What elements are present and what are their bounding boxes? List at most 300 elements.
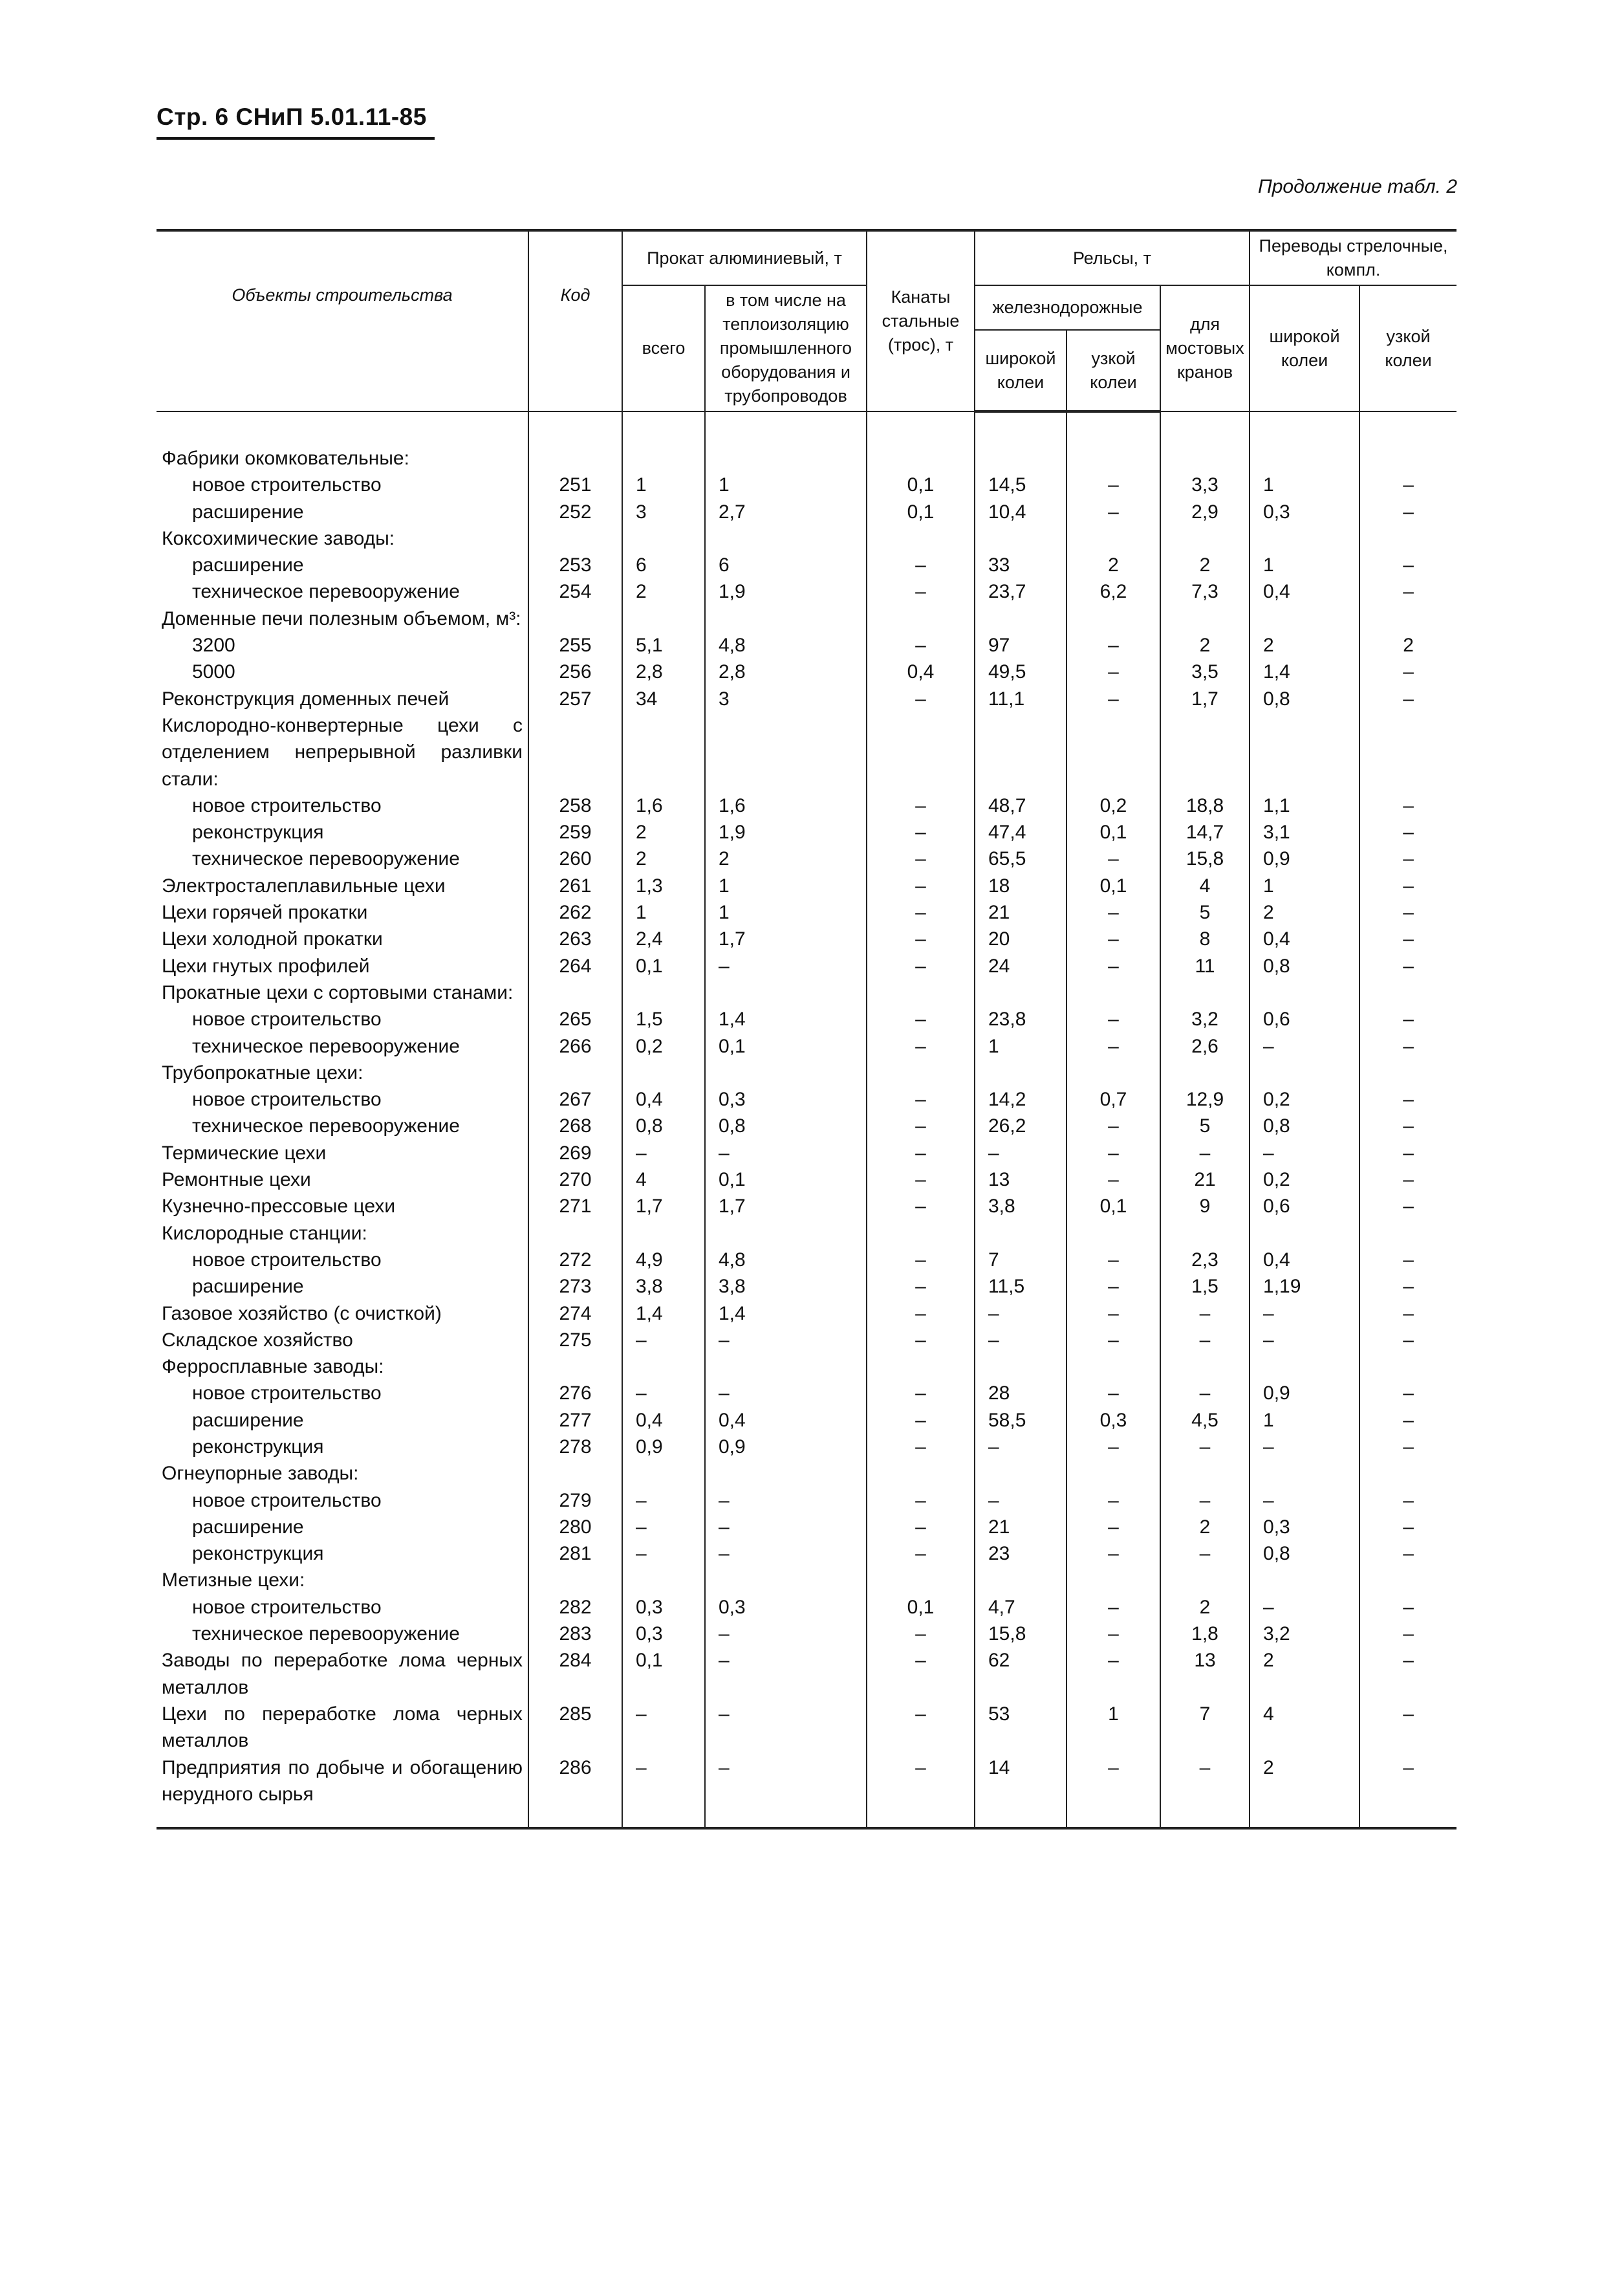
- rails-crane-cell: –: [1160, 1540, 1250, 1567]
- rails-narrow-cell: 0,7: [1066, 1086, 1160, 1113]
- aluminum-total-cell: [622, 1060, 705, 1086]
- row-code: 265: [528, 1006, 622, 1032]
- row-code: 270: [528, 1166, 622, 1193]
- switches-narrow-cell: [1359, 525, 1456, 552]
- aluminum-total-cell: –: [622, 1754, 705, 1829]
- table-row: [157, 1006, 1456, 1032]
- aluminum-total-cell: 1: [622, 899, 705, 926]
- switches-wide-cell: [1250, 1567, 1359, 1593]
- switches-narrow-cell: –: [1359, 1514, 1456, 1540]
- rails-wide-cell: 15,8: [975, 1621, 1066, 1647]
- table-row: [157, 1273, 1456, 1300]
- row-code: [528, 445, 622, 472]
- ropes-cell: –: [867, 1701, 975, 1754]
- header-rails: Рельсы, т: [975, 230, 1250, 285]
- rails-crane-cell: [1160, 606, 1250, 632]
- rails-crane-cell: [1160, 1567, 1250, 1593]
- row-code: [528, 1060, 622, 1086]
- rails-crane-cell: 2: [1160, 1594, 1250, 1621]
- rails-crane-cell: 2,9: [1160, 499, 1250, 525]
- aluminum-insulation-cell: [705, 1220, 867, 1247]
- switches-wide-cell: 0,6: [1250, 1193, 1359, 1219]
- switches-narrow-cell: –: [1359, 1006, 1456, 1032]
- row-object-name: реконструкция: [192, 822, 324, 844]
- ropes-cell: [867, 712, 975, 792]
- ropes-cell: –: [867, 792, 975, 819]
- header-rule: [157, 137, 435, 140]
- switches-narrow-cell: –: [1359, 1140, 1456, 1166]
- row-code: 273: [528, 1273, 622, 1300]
- row-object-name: Фабрики окомковательные:: [162, 448, 409, 469]
- switches-narrow-cell: –: [1359, 1193, 1456, 1219]
- table-row: [157, 659, 1456, 685]
- rails-crane-cell: [1160, 1353, 1250, 1380]
- rails-narrow-cell: [1066, 525, 1160, 552]
- ropes-cell: –: [867, 926, 975, 952]
- row-code: [528, 606, 622, 632]
- switches-narrow-cell: –: [1359, 846, 1456, 872]
- rails-narrow-cell: 0,3: [1066, 1407, 1160, 1434]
- ropes-cell: [867, 606, 975, 632]
- switches-wide-cell: –: [1250, 1487, 1359, 1514]
- rails-crane-cell: [1160, 712, 1250, 792]
- table-row: [157, 1487, 1456, 1514]
- row-object-name: расширение: [192, 1516, 304, 1538]
- row-object-name: техническое перевооружение: [192, 1115, 460, 1137]
- switches-wide-cell: 3,2: [1250, 1621, 1359, 1647]
- rails-narrow-cell: –: [1066, 1273, 1160, 1300]
- switches-narrow-cell: [1359, 712, 1456, 792]
- ropes-cell: –: [867, 1621, 975, 1647]
- ropes-cell: 0,1: [867, 1594, 975, 1621]
- aluminum-total-cell: 6: [622, 552, 705, 578]
- rails-narrow-cell: –: [1066, 1540, 1160, 1567]
- rails-wide-cell: 21: [975, 1514, 1066, 1540]
- switches-narrow-cell: –: [1359, 792, 1456, 819]
- switches-narrow-cell: –: [1359, 953, 1456, 979]
- row-code: [528, 1220, 622, 1247]
- aluminum-total-cell: –: [622, 1380, 705, 1406]
- rails-narrow-cell: –: [1066, 1754, 1160, 1829]
- rails-wide-cell: 1: [975, 1033, 1066, 1060]
- rails-wide-cell: 97: [975, 632, 1066, 659]
- aluminum-insulation-cell: 1: [705, 873, 867, 899]
- ropes-cell: [867, 445, 975, 472]
- switches-wide-cell: 0,8: [1250, 953, 1359, 979]
- header-rails-narrow: узкой колеи: [1066, 330, 1160, 411]
- aluminum-total-cell: 0,2: [622, 1033, 705, 1060]
- rails-wide-cell: 28: [975, 1380, 1066, 1406]
- table-row: [157, 1247, 1456, 1273]
- rails-narrow-cell: [1066, 979, 1160, 1006]
- row-object-name: Электросталеплавильные цехи: [162, 875, 446, 897]
- row-code: 280: [528, 1514, 622, 1540]
- ropes-cell: –: [867, 1514, 975, 1540]
- rails-wide-cell: [975, 1567, 1066, 1593]
- ropes-cell: –: [867, 552, 975, 578]
- row-object-name: реконструкция: [192, 1436, 324, 1458]
- table-row: [157, 792, 1456, 819]
- aluminum-total-cell: [622, 525, 705, 552]
- row-object-name: Огнеупорные заводы:: [162, 1463, 359, 1485]
- switches-narrow-cell: –: [1359, 1086, 1456, 1113]
- row-code: 253: [528, 552, 622, 578]
- row-object-name: Кислородные станции:: [162, 1222, 367, 1244]
- row-code: 281: [528, 1540, 622, 1567]
- ropes-cell: –: [867, 1166, 975, 1193]
- switches-narrow-cell: –: [1359, 926, 1456, 952]
- aluminum-total-cell: [622, 1567, 705, 1593]
- aluminum-total-cell: 1,6: [622, 792, 705, 819]
- switches-wide-cell: [1250, 712, 1359, 792]
- switches-wide-cell: [1250, 1220, 1359, 1247]
- ropes-cell: [867, 1567, 975, 1593]
- row-object-name: Доменные печи полезным объемом, м³:: [162, 607, 521, 629]
- switches-narrow-cell: [1359, 1353, 1456, 1380]
- rails-narrow-cell: [1066, 606, 1160, 632]
- switches-wide-cell: –: [1250, 1594, 1359, 1621]
- rails-narrow-cell: [1066, 1220, 1160, 1247]
- row-object-name: Складское хозяйство: [162, 1329, 353, 1351]
- header-switches: Переводы стрелочные, компл.: [1250, 230, 1456, 285]
- ropes-cell: [867, 1220, 975, 1247]
- aluminum-insulation-cell: 6: [705, 552, 867, 578]
- row-code: 285: [528, 1701, 622, 1754]
- switches-narrow-cell: –: [1359, 578, 1456, 605]
- rails-wide-cell: [975, 445, 1066, 472]
- header-code: Код: [528, 230, 622, 411]
- row-object-name: техническое перевооружение: [192, 1623, 460, 1645]
- row-code: 266: [528, 1033, 622, 1060]
- rails-wide-cell: 33: [975, 552, 1066, 578]
- aluminum-total-cell: [622, 1460, 705, 1487]
- table-row: [157, 846, 1456, 872]
- row-object-name: Цехи горячей прокатки: [162, 902, 368, 924]
- table-row: [157, 606, 1456, 632]
- rails-crane-cell: 3,3: [1160, 472, 1250, 498]
- switches-narrow-cell: [1359, 979, 1456, 1006]
- switches-wide-cell: 1: [1250, 552, 1359, 578]
- table-row: [157, 1140, 1456, 1166]
- rails-crane-cell: –: [1160, 1434, 1250, 1460]
- ropes-cell: –: [867, 819, 975, 846]
- rails-narrow-cell: –: [1066, 1487, 1160, 1514]
- ropes-cell: –: [867, 1300, 975, 1327]
- ropes-cell: –: [867, 899, 975, 926]
- rails-crane-cell: –: [1160, 1140, 1250, 1166]
- table-row: [157, 686, 1456, 712]
- rails-narrow-cell: [1066, 445, 1160, 472]
- rails-wide-cell: 20: [975, 926, 1066, 952]
- row-code: 277: [528, 1407, 622, 1434]
- switches-wide-cell: 1,1: [1250, 792, 1359, 819]
- aluminum-insulation-cell: –: [705, 1621, 867, 1647]
- aluminum-insulation-cell: –: [705, 1487, 867, 1514]
- table-row: [157, 1113, 1456, 1139]
- rails-wide-cell: 48,7: [975, 792, 1066, 819]
- ropes-cell: –: [867, 1193, 975, 1219]
- rails-wide-cell: –: [975, 1487, 1066, 1514]
- row-code: 274: [528, 1300, 622, 1327]
- table-row: [157, 1514, 1456, 1540]
- aluminum-total-cell: 1: [622, 472, 705, 498]
- aluminum-insulation-cell: –: [705, 1754, 867, 1829]
- row-object-name: Кислородно-конвертерные цехи с отделением непрерывной разливки стали:: [162, 714, 523, 790]
- header-rails-wide: широкой колеи: [975, 330, 1066, 411]
- switches-narrow-cell: –: [1359, 1273, 1456, 1300]
- aluminum-total-cell: 0,3: [622, 1594, 705, 1621]
- aluminum-total-cell: 2: [622, 846, 705, 872]
- row-object-name: расширение: [192, 501, 304, 523]
- switches-narrow-cell: [1359, 445, 1456, 472]
- table-row: [157, 1086, 1456, 1113]
- table-row: [157, 1594, 1456, 1621]
- aluminum-total-cell: 2: [622, 819, 705, 846]
- rails-narrow-cell: [1066, 1060, 1160, 1086]
- aluminum-insulation-cell: –: [705, 1701, 867, 1754]
- aluminum-total-cell: 1,3: [622, 873, 705, 899]
- rails-crane-cell: 7: [1160, 1701, 1250, 1754]
- aluminum-insulation-cell: [705, 1353, 867, 1380]
- rails-crane-cell: –: [1160, 1754, 1250, 1829]
- switches-wide-cell: [1250, 979, 1359, 1006]
- switches-wide-cell: 0,9: [1250, 846, 1359, 872]
- page-title: Стр. 6 СНиП 5.01.11-85: [157, 104, 427, 130]
- row-object-name: Цехи по переработке лома черных металлов: [162, 1703, 523, 1752]
- rails-narrow-cell: –: [1066, 472, 1160, 498]
- switches-narrow-cell: –: [1359, 1327, 1456, 1353]
- table-row: [157, 632, 1456, 659]
- table-row: [157, 472, 1456, 498]
- aluminum-total-cell: 3: [622, 499, 705, 525]
- table-row: [157, 445, 1456, 472]
- ropes-cell: 0,4: [867, 659, 975, 685]
- switches-wide-cell: –: [1250, 1300, 1359, 1327]
- switches-wide-cell: 0,8: [1250, 1113, 1359, 1139]
- switches-narrow-cell: [1359, 606, 1456, 632]
- table-row: [157, 979, 1456, 1006]
- rails-wide-cell: 11,1: [975, 686, 1066, 712]
- rails-crane-cell: [1160, 979, 1250, 1006]
- rails-crane-cell: 3,5: [1160, 659, 1250, 685]
- header-switches-wide: широкой колеи: [1250, 285, 1359, 411]
- rails-narrow-cell: –: [1066, 953, 1160, 979]
- ropes-cell: –: [867, 1273, 975, 1300]
- rails-wide-cell: [975, 1220, 1066, 1247]
- switches-wide-cell: 2: [1250, 1647, 1359, 1701]
- aluminum-insulation-cell: 2,8: [705, 659, 867, 685]
- switches-wide-cell: 0,4: [1250, 1247, 1359, 1273]
- rails-wide-cell: 14,5: [975, 472, 1066, 498]
- rails-wide-cell: 18: [975, 873, 1066, 899]
- switches-narrow-cell: –: [1359, 819, 1456, 846]
- row-object-name: Метизные цехи:: [162, 1569, 305, 1591]
- aluminum-total-cell: 0,3: [622, 1621, 705, 1647]
- table-row: [157, 1220, 1456, 1247]
- rails-narrow-cell: 0,1: [1066, 819, 1160, 846]
- switches-wide-cell: 2: [1250, 1754, 1359, 1829]
- rails-crane-cell: 7,3: [1160, 578, 1250, 605]
- aluminum-insulation-cell: 0,8: [705, 1113, 867, 1139]
- rails-crane-cell: –: [1160, 1300, 1250, 1327]
- switches-wide-cell: 0,8: [1250, 686, 1359, 712]
- table-body: [157, 411, 1456, 1828]
- switches-narrow-cell: 2: [1359, 632, 1456, 659]
- rails-crane-cell: 5: [1160, 899, 1250, 926]
- switches-wide-cell: 1: [1250, 873, 1359, 899]
- ropes-cell: –: [867, 1033, 975, 1060]
- aluminum-total-cell: 34: [622, 686, 705, 712]
- switches-narrow-cell: –: [1359, 873, 1456, 899]
- table-spacer-row: [157, 411, 1456, 445]
- table-row: [157, 1460, 1456, 1487]
- aluminum-total-cell: 0,1: [622, 953, 705, 979]
- row-object-name: новое строительство: [192, 1009, 382, 1031]
- row-object-name: Предприятия по добыче и обогащению нерудного сырья: [157, 1754, 528, 1829]
- aluminum-insulation-cell: 1: [705, 472, 867, 498]
- rails-crane-cell: 2: [1160, 552, 1250, 578]
- aluminum-total-cell: 0,4: [622, 1086, 705, 1113]
- aluminum-insulation-cell: [705, 979, 867, 1006]
- table-row: [157, 1380, 1456, 1406]
- switches-wide-cell: 0,4: [1250, 926, 1359, 952]
- switches-narrow-cell: –: [1359, 1300, 1456, 1327]
- switches-narrow-cell: –: [1359, 899, 1456, 926]
- row-code: 260: [528, 846, 622, 872]
- switches-narrow-cell: –: [1359, 659, 1456, 685]
- aluminum-insulation-cell: 0,3: [705, 1594, 867, 1621]
- aluminum-insulation-cell: 2,7: [705, 499, 867, 525]
- aluminum-insulation-cell: –: [705, 1327, 867, 1353]
- row-code: [528, 1353, 622, 1380]
- rails-narrow-cell: 6,2: [1066, 578, 1160, 605]
- switches-narrow-cell: –: [1359, 1621, 1456, 1647]
- row-object-name: 3200: [192, 635, 235, 657]
- rails-wide-cell: 23,7: [975, 578, 1066, 605]
- aluminum-total-cell: 2,4: [622, 926, 705, 952]
- aluminum-total-cell: –: [622, 1514, 705, 1540]
- switches-wide-cell: 2: [1250, 899, 1359, 926]
- rails-narrow-cell: 2: [1066, 552, 1160, 578]
- rails-crane-cell: 9: [1160, 1193, 1250, 1219]
- rails-crane-cell: 4: [1160, 873, 1250, 899]
- switches-narrow-cell: [1359, 1567, 1456, 1593]
- table-row: [157, 1621, 1456, 1647]
- aluminum-insulation-cell: [705, 1460, 867, 1487]
- switches-wide-cell: [1250, 525, 1359, 552]
- row-code: [528, 1460, 622, 1487]
- rails-crane-cell: [1160, 1460, 1250, 1487]
- header-aluminum: Прокат алюминиевый, т: [622, 230, 867, 285]
- switches-wide-cell: 0,9: [1250, 1380, 1359, 1406]
- table-row: [157, 1327, 1456, 1353]
- ropes-cell: –: [867, 873, 975, 899]
- ropes-cell: –: [867, 1647, 975, 1701]
- rails-narrow-cell: –: [1066, 632, 1160, 659]
- switches-wide-cell: 2: [1250, 632, 1359, 659]
- aluminum-total-cell: [622, 1353, 705, 1380]
- table-row: [157, 953, 1456, 979]
- switches-narrow-cell: –: [1359, 1487, 1456, 1514]
- table-row: [157, 1540, 1456, 1567]
- table-row: [157, 1754, 1456, 1829]
- rails-wide-cell: 23,8: [975, 1006, 1066, 1032]
- rails-crane-cell: 11: [1160, 953, 1250, 979]
- switches-narrow-cell: [1359, 1220, 1456, 1247]
- rails-crane-cell: 3,2: [1160, 1006, 1250, 1032]
- row-object-name: реконструкция: [192, 1543, 324, 1565]
- row-code: 257: [528, 686, 622, 712]
- rails-crane-cell: [1160, 1060, 1250, 1086]
- switches-wide-cell: 4: [1250, 1701, 1359, 1754]
- row-code: 251: [528, 472, 622, 498]
- ropes-cell: –: [867, 1407, 975, 1434]
- switches-narrow-cell: –: [1359, 1594, 1456, 1621]
- row-code: 261: [528, 873, 622, 899]
- aluminum-insulation-cell: 1,9: [705, 578, 867, 605]
- switches-narrow-cell: –: [1359, 552, 1456, 578]
- rails-wide-cell: 53: [975, 1701, 1066, 1754]
- ropes-cell: –: [867, 1086, 975, 1113]
- rails-wide-cell: [975, 1353, 1066, 1380]
- aluminum-insulation-cell: 1,7: [705, 1193, 867, 1219]
- ropes-cell: –: [867, 1113, 975, 1139]
- switches-wide-cell: –: [1250, 1140, 1359, 1166]
- rails-narrow-cell: –: [1066, 1647, 1160, 1701]
- table-row: [157, 873, 1456, 899]
- rails-wide-cell: 24: [975, 953, 1066, 979]
- rails-wide-cell: 23: [975, 1540, 1066, 1567]
- rails-narrow-cell: –: [1066, 926, 1160, 952]
- rails-narrow-cell: –: [1066, 1300, 1160, 1327]
- row-object-name: техническое перевооружение: [192, 581, 460, 603]
- switches-wide-cell: –: [1250, 1033, 1359, 1060]
- switches-narrow-cell: –: [1359, 499, 1456, 525]
- rails-crane-cell: 2: [1160, 1514, 1250, 1540]
- rails-wide-cell: [975, 1460, 1066, 1487]
- ropes-cell: –: [867, 953, 975, 979]
- header-rails-railway: железнодорожные: [975, 285, 1160, 330]
- rails-wide-cell: [975, 606, 1066, 632]
- table-row: [157, 552, 1456, 578]
- rails-crane-cell: 2,3: [1160, 1247, 1250, 1273]
- ropes-cell: [867, 979, 975, 1006]
- aluminum-insulation-cell: –: [705, 953, 867, 979]
- row-code: 259: [528, 819, 622, 846]
- table-row: [157, 926, 1456, 952]
- rails-crane-cell: [1160, 1220, 1250, 1247]
- row-code: 258: [528, 792, 622, 819]
- header-aluminum-insulation: в том числе на теплоизоляцию промышленного оборудования и трубопроводов: [705, 285, 867, 411]
- switches-narrow-cell: –: [1359, 1033, 1456, 1060]
- rails-narrow-cell: –: [1066, 1140, 1160, 1166]
- rails-narrow-cell: –: [1066, 686, 1160, 712]
- row-object-name: Трубопрокатные цехи:: [162, 1062, 363, 1084]
- row-object-name: техническое перевооружение: [192, 848, 460, 870]
- rails-narrow-cell: [1066, 1567, 1160, 1593]
- row-code: [528, 979, 622, 1006]
- rails-crane-cell: –: [1160, 1487, 1250, 1514]
- aluminum-total-cell: 1,4: [622, 1300, 705, 1327]
- rails-wide-cell: 10,4: [975, 499, 1066, 525]
- aluminum-insulation-cell: [705, 445, 867, 472]
- switches-wide-cell: 0,4: [1250, 578, 1359, 605]
- row-object-name: Цехи холодной прокатки: [162, 928, 383, 950]
- rails-crane-cell: –: [1160, 1380, 1250, 1406]
- row-object-name: новое строительство: [192, 1382, 382, 1404]
- aluminum-insulation-cell: 1,4: [705, 1006, 867, 1032]
- row-object-name: Ферросплавные заводы:: [162, 1356, 384, 1378]
